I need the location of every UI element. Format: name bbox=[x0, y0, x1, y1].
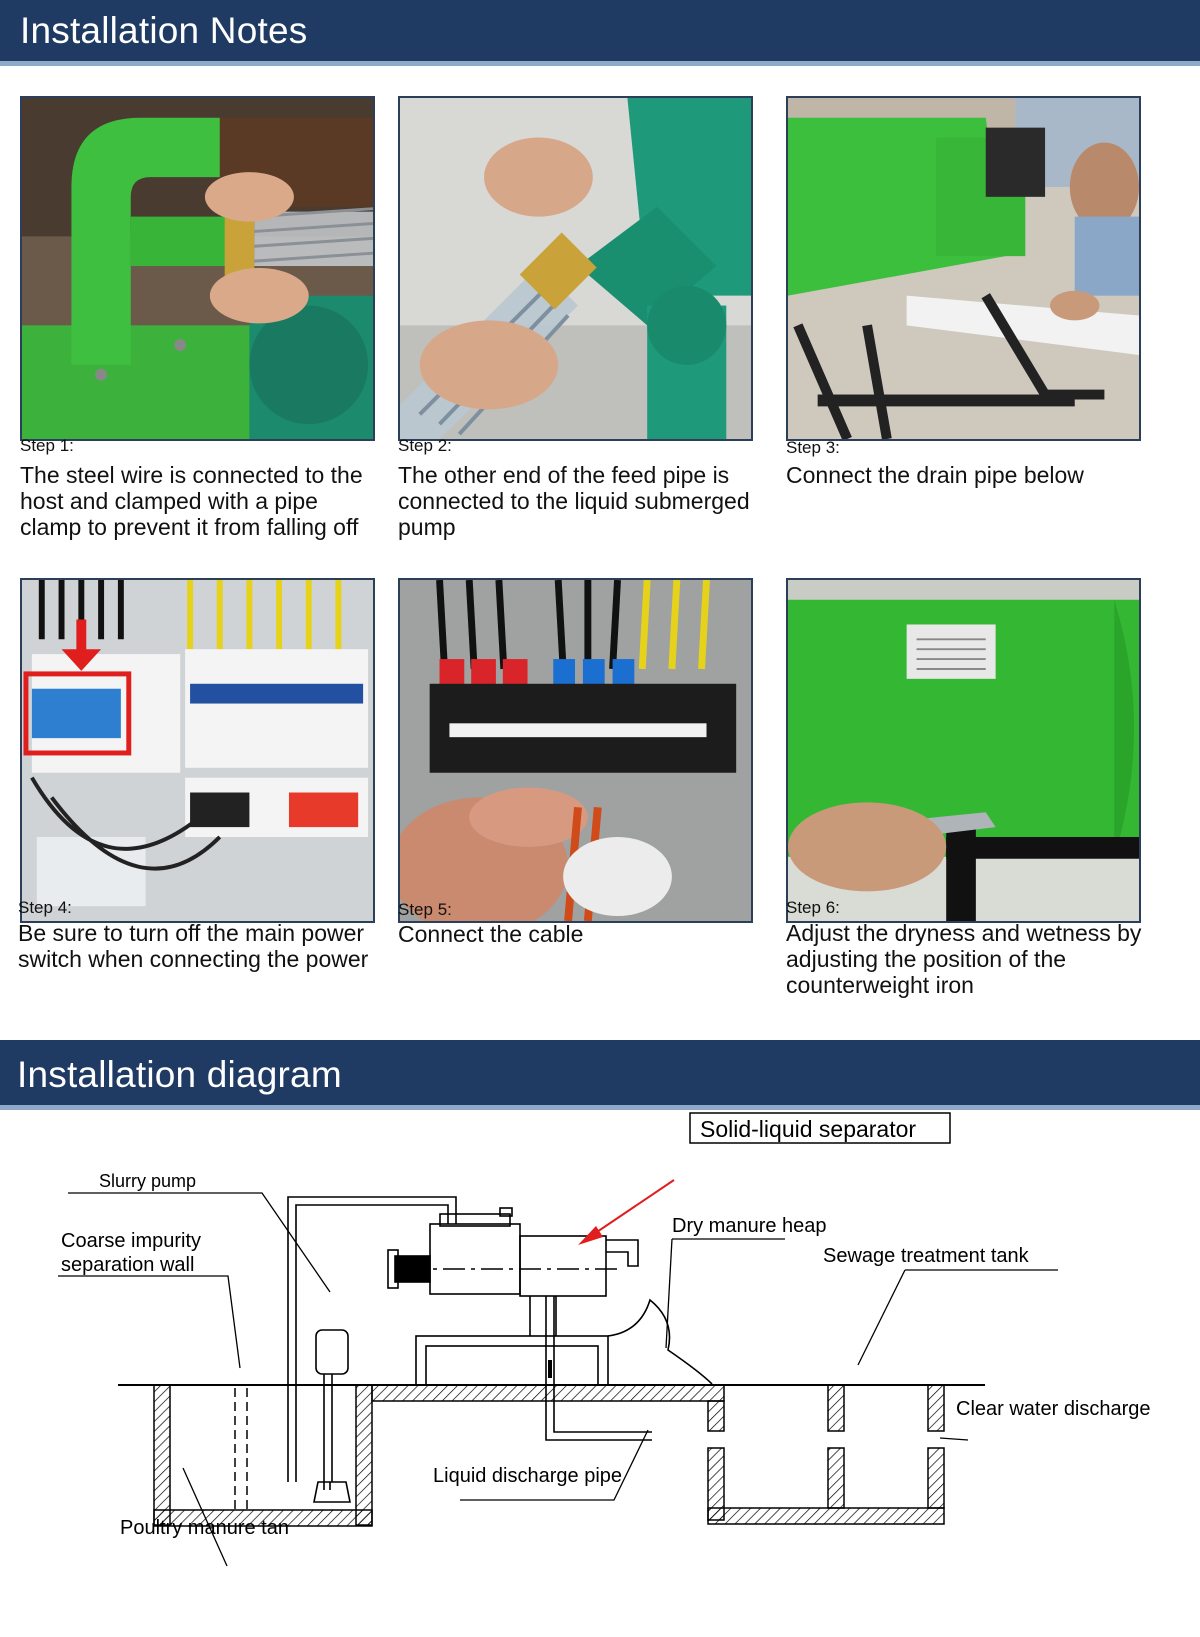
installation-notes-banner bbox=[0, 0, 1200, 66]
label-coarse-impurity-2: separation wall bbox=[61, 1254, 195, 1276]
separator-machine bbox=[388, 1208, 712, 1440]
step-6-label: Step 6: bbox=[786, 898, 840, 917]
label-poultry-manure-tan: Poultry manure tan bbox=[120, 1517, 289, 1539]
step-3-photo bbox=[786, 96, 1141, 441]
label-solid-liquid-separator: Solid-liquid separator bbox=[700, 1116, 917, 1142]
step-6-text: Adjust the dryness and wetness by adjusting the position of the counterweight iron bbox=[786, 920, 1142, 998]
label-liquid-discharge-pipe: Liquid discharge pipe bbox=[433, 1465, 623, 1487]
coarse-impurity-wall bbox=[235, 1388, 247, 1510]
step-2-label: Step 2: bbox=[398, 436, 452, 455]
poultry-manure-tank bbox=[154, 1385, 724, 1526]
step-4-photo bbox=[20, 578, 375, 923]
step-5-text: Connect the cable bbox=[398, 921, 584, 947]
step-2-photo bbox=[398, 96, 753, 441]
step-5-label: Step 5: bbox=[398, 900, 452, 919]
step-4-text: Be sure to turn off the main power switch when connecting the power bbox=[18, 920, 369, 972]
step-2-text: The other end of the feed pipe is connected to the liquid submerged pump bbox=[398, 462, 750, 540]
step-1-photo bbox=[20, 96, 375, 441]
step-6-photo bbox=[786, 578, 1141, 923]
installation-diagram bbox=[0, 1110, 1200, 1637]
step-3-label: Step 3: bbox=[786, 438, 840, 457]
installation-notes-title: Installation Notes bbox=[20, 10, 308, 51]
step-1-text: The steel wire is connected to the host and clamped with a pipe clamp to prevent it from falling off bbox=[20, 462, 363, 540]
sewage-treatment-tank bbox=[708, 1385, 944, 1524]
step-3-text: Connect the drain pipe below bbox=[786, 462, 1084, 488]
step-5-photo bbox=[398, 578, 753, 923]
installation-diagram-title: Installation diagram bbox=[17, 1054, 342, 1095]
separator-pointer-arrow bbox=[578, 1180, 674, 1245]
label-clear-water-discharge: Clear water discharge bbox=[956, 1398, 1151, 1420]
step-4-label: Step 4: bbox=[18, 898, 72, 917]
label-dry-manure-heap: Dry manure heap bbox=[672, 1215, 827, 1237]
label-slurry-pump: Slurry pump bbox=[99, 1171, 197, 1191]
step-1-label: Step 1: bbox=[20, 436, 74, 455]
installation-diagram-banner bbox=[0, 1040, 1200, 1110]
label-sewage-treatment-tank: Sewage treatment tank bbox=[823, 1245, 1029, 1267]
label-coarse-impurity-1: Coarse impurity bbox=[61, 1230, 202, 1252]
